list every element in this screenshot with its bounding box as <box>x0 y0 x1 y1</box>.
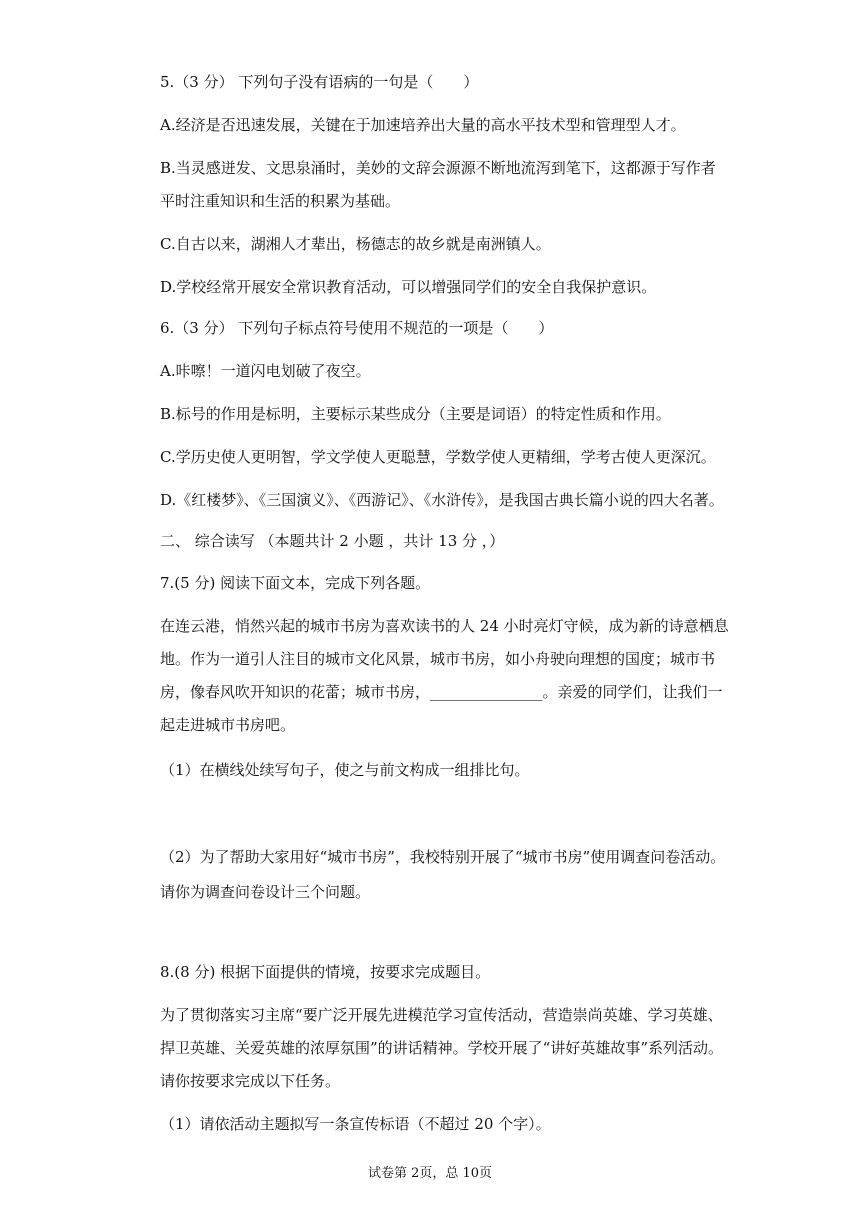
q8-context-line2: 捍卫英雄、关爱英雄的浓厚氛围”的讲话精神。学校开展了“讲好英雄故事”系列活动。 <box>160 1039 724 1057</box>
q8-context-line3: 请你按要求完成以下任务。 <box>160 1072 341 1090</box>
q7-passage-line2: 地。作为一道引人注目的城市文化风景，城市书房，如小舟驶向理想的国度；城市书 <box>160 650 716 668</box>
q6-stem: 6.（3 分） 下列句子标点符号使用不规范的一项是（ ） <box>160 319 554 337</box>
q6-option-a: A.咔嚓！一道闪电划破了夜空。 <box>160 362 371 380</box>
q7-sub1: （1）在横线处续写句子，使之与前文构成一组排比句。 <box>160 761 530 779</box>
q6-option-b: B.标号的作用是标明，主要标示某些成分（主要是词语）的特定性质和作用。 <box>160 405 671 423</box>
q7-passage-line4: 起走进城市书房吧。 <box>160 716 296 734</box>
q7-passage-line3: 房，像春风吹开知识的花蕾；城市书房，_______________。亲爱的同学们，让我们一 <box>160 683 723 701</box>
q5-option-a: A.经济是否迅速发展，关键在于加速培养出大量的高水平技术型和管理型人才。 <box>160 116 686 134</box>
q5-option-d: D.学校经常开展安全常识教育活动，可以增强同学们的安全自我保护意识。 <box>160 278 657 296</box>
q8-sub1: （1）请依活动主题拟写一条宣传标语（不超过 20 个字）。 <box>160 1115 551 1133</box>
q7-sub2-line2: 请你为调查问卷设计三个问题。 <box>160 883 371 901</box>
q8-context-line1: 为了贯彻落实习主席“要广泛开展先进模范学习宣传活动，营造崇尚英雄、学习英雄、 <box>160 1006 723 1024</box>
q5-option-b-line2: 平时注重知识和生活的积累为基础。 <box>160 192 401 210</box>
page-footer: 试卷第 2页，总 10页 <box>367 1166 493 1181</box>
q8-stem: 8.(8 分) 根据下面提供的情境，按要求完成题目。 <box>160 963 491 981</box>
q5-option-c: C.自古以来，湖湘人才辈出，杨德志的故乡就是南洲镇人。 <box>160 235 551 253</box>
q6-option-d: D.《红楼梦》、《三国演义》、《西游记》、《水浒传》，是我国古典长篇小说的四大名著。 <box>160 491 724 509</box>
q7-stem: 7.(5 分) 阅读下面文本，完成下列各题。 <box>160 574 431 592</box>
q7-passage-line1: 在连云港，悄然兴起的城市书房为喜欢读书的人 24 小时亮灯守候，成为新的诗意栖息 <box>160 617 729 635</box>
q5-option-b-line1: B.当灵感迸发、文思泉涌时，美妙的文辞会源源不断地流泻到笔下，这都源于写作者 <box>160 159 716 177</box>
q5-stem: 5.（3 分） 下列句子没有语病的一句是（ ） <box>160 73 479 91</box>
q7-sub2-line1: （2）为了帮助大家用好“城市书房”，我校特别开展了“城市书房”使用调查问卷活动。 <box>160 848 726 866</box>
q6-option-c: C.学历史使人更明智，学文学使人更聪慧，学数学使人更精细，学考古使人更深沉。 <box>160 448 716 466</box>
section-heading: 二、 综合读写 （本题共计 2 小题 ，共计 13 分 ，） <box>160 532 505 550</box>
